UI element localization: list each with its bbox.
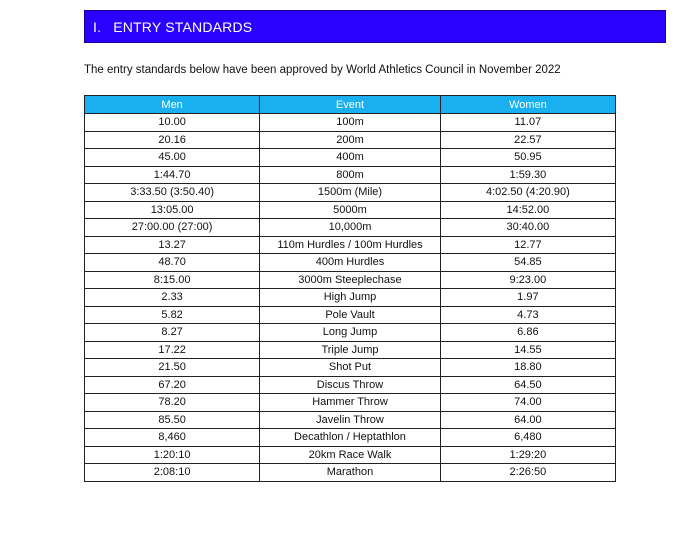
cell-men: 45.00: [85, 149, 260, 167]
cell-women: 64.00: [440, 411, 615, 429]
cell-event: Marathon: [260, 464, 441, 482]
cell-event: 1500m (Mile): [260, 184, 441, 202]
cell-men: 20.16: [85, 131, 260, 149]
cell-men: 5.82: [85, 306, 260, 324]
cell-women: 30:40.00: [440, 219, 615, 237]
cell-men: 21.50: [85, 359, 260, 377]
cell-event: High Jump: [260, 289, 441, 307]
cell-event: 10,000m: [260, 219, 441, 237]
cell-men: 3:33.50 (3:50.40): [85, 184, 260, 202]
column-header-women: Women: [440, 96, 615, 114]
cell-women: 1.97: [440, 289, 615, 307]
cell-women: 22.57: [440, 131, 615, 149]
cell-women: 6,480: [440, 429, 615, 447]
cell-event: 800m: [260, 166, 441, 184]
cell-men: 27:00.00 (27:00): [85, 219, 260, 237]
cell-women: 64.50: [440, 376, 615, 394]
cell-men: 17.22: [85, 341, 260, 359]
table-row: [85, 184, 616, 202]
cell-event: Hammer Throw: [260, 394, 441, 412]
cell-event: 400m: [260, 149, 441, 167]
cell-event: 3000m Steeplechase: [260, 271, 441, 289]
cell-women: 9:23.00: [440, 271, 615, 289]
cell-event: 110m Hurdles / 100m Hurdles: [260, 236, 441, 254]
cell-event: Shot Put: [260, 359, 441, 377]
cell-men: 85.50: [85, 411, 260, 429]
cell-men: 8,460: [85, 429, 260, 447]
column-header-event: Event: [260, 96, 441, 114]
cell-event: Javelin Throw: [260, 411, 441, 429]
intro-text: The entry standards below have been approved by World Athletics Council in November 2022: [84, 64, 561, 76]
cell-women: 14:52.00: [440, 201, 615, 219]
cell-men: 1:44.70: [85, 166, 260, 184]
table-row: [85, 376, 616, 394]
cell-women: 50.95: [440, 149, 615, 167]
table-row: [85, 166, 616, 184]
table-row: [85, 149, 616, 167]
cell-women: 54.85: [440, 254, 615, 272]
table-row: [85, 429, 616, 447]
cell-women: 18.80: [440, 359, 615, 377]
cell-event: Triple Jump: [260, 341, 441, 359]
cell-men: 2.33: [85, 289, 260, 307]
cell-women: 11.07: [440, 114, 615, 132]
table-row: [85, 394, 616, 412]
cell-women: 1:59.30: [440, 166, 615, 184]
cell-men: 10.00: [85, 114, 260, 132]
table-body: [85, 114, 616, 482]
cell-women: 6.86: [440, 324, 615, 342]
cell-event: Long Jump: [260, 324, 441, 342]
table-row: [85, 254, 616, 272]
table-row: [85, 306, 616, 324]
table-row: [85, 446, 616, 464]
table-row: [85, 219, 616, 237]
cell-men: 8.27: [85, 324, 260, 342]
cell-men: 78.20: [85, 394, 260, 412]
cell-women: 14.55: [440, 341, 615, 359]
cell-women: 4:02.50 (4:20.90): [440, 184, 615, 202]
column-header-men: Men: [85, 96, 260, 114]
entry-standards-table: [84, 95, 616, 482]
section-header: [84, 10, 666, 43]
table-row: [85, 411, 616, 429]
cell-men: 8:15.00: [85, 271, 260, 289]
table-row: [85, 236, 616, 254]
cell-event: 200m: [260, 131, 441, 149]
table-row: [85, 289, 616, 307]
cell-event: Discus Throw: [260, 376, 441, 394]
cell-women: 4.73: [440, 306, 615, 324]
section-title: ENTRY STANDARDS: [113, 18, 253, 35]
cell-women: 2:26:50: [440, 464, 615, 482]
cell-event: 400m Hurdles: [260, 254, 441, 272]
cell-event: Pole Vault: [260, 306, 441, 324]
table-row: [85, 464, 616, 482]
table-row: [85, 324, 616, 342]
table-row: [85, 131, 616, 149]
cell-men: 67.20: [85, 376, 260, 394]
cell-men: 13.27: [85, 236, 260, 254]
cell-event: 20km Race Walk: [260, 446, 441, 464]
section-number: I.: [93, 18, 102, 35]
cell-event: 100m: [260, 114, 441, 132]
table-header-row: [85, 96, 616, 114]
cell-event: 5000m: [260, 201, 441, 219]
cell-men: 2:08:10: [85, 464, 260, 482]
cell-men: 13:05.00: [85, 201, 260, 219]
table-row: [85, 271, 616, 289]
cell-women: 12.77: [440, 236, 615, 254]
table-row: [85, 359, 616, 377]
table-row: [85, 341, 616, 359]
cell-women: 74.00: [440, 394, 615, 412]
table-row: [85, 114, 616, 132]
cell-men: 1:20:10: [85, 446, 260, 464]
cell-men: 48.70: [85, 254, 260, 272]
table-row: [85, 201, 616, 219]
cell-event: Decathlon / Heptathlon: [260, 429, 441, 447]
cell-women: 1:29:20: [440, 446, 615, 464]
